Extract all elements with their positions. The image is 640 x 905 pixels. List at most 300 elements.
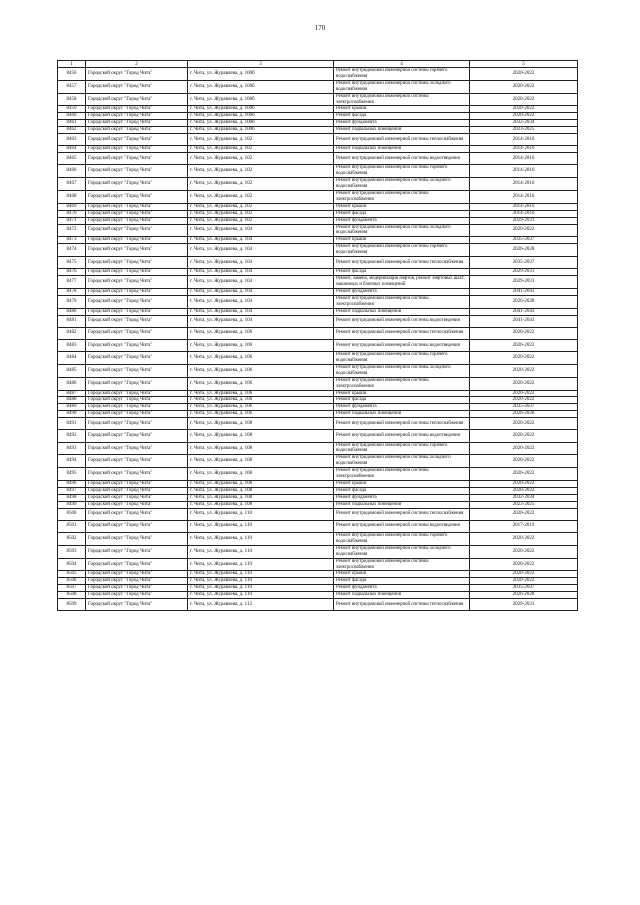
municipality-cell: Городской округ "Город Чита": [86, 68, 188, 81]
column-header: 3: [188, 61, 334, 68]
row-number-cell: 8488: [58, 397, 86, 404]
work-type-cell: Ремонт фундамента: [334, 404, 470, 411]
address-cell: г. Чита, ул. Журавлева, д. 110: [188, 558, 334, 571]
row-number-cell: 8464: [58, 146, 86, 153]
municipality-cell: Городской округ "Город Чита": [86, 390, 188, 397]
municipality-cell: Городской округ "Город Чита": [86, 190, 188, 203]
table-row: [58, 244, 578, 257]
address-cell: г. Чита, ул. Журавлева, д. 100б: [188, 113, 334, 120]
table-row: [58, 481, 578, 488]
row-number-cell: 8486: [58, 377, 86, 390]
table-row: [58, 545, 578, 558]
municipality-cell: Городской округ "Город Чита": [86, 153, 188, 165]
municipality-cell: Городской округ "Город Чита": [86, 442, 188, 455]
row-number-cell: 8500: [58, 508, 86, 520]
period-cell: 2020-2022: [470, 545, 578, 558]
municipality-cell: Городской округ "Город Чита": [86, 165, 188, 178]
row-number-cell: 8463: [58, 134, 86, 146]
period-cell: 2014-2016: [470, 178, 578, 191]
municipality-cell: Городской округ "Город Чита": [86, 418, 188, 430]
row-number-cell: 8468: [58, 190, 86, 203]
municipality-cell: Городской округ "Город Чита": [86, 269, 188, 276]
address-cell: г. Чита, ул. Журавлева, д. 104: [188, 315, 334, 327]
address-cell: г. Чита, ул. Журавлева, д. 100б: [188, 93, 334, 106]
work-type-cell: Ремонт внутридомовой инженерной системы теплоснабжения: [334, 599, 470, 611]
municipality-cell: Городской округ "Город Чита": [86, 127, 188, 134]
table-row: [58, 80, 578, 93]
row-number-cell: 8478: [58, 288, 86, 295]
work-type-cell: Ремонт внутридомовой инженерной системы электроснабжения: [334, 190, 470, 203]
period-cell: 2020-2022: [470, 93, 578, 106]
municipality-cell: Городской округ "Город Чита": [86, 508, 188, 520]
period-cell: 2020-2022: [470, 455, 578, 468]
table-row: [58, 203, 578, 210]
row-number-cell: 8472: [58, 224, 86, 237]
municipality-cell: Городской округ "Город Чита": [86, 178, 188, 191]
work-type-cell: Ремонт внутридомовой инженерной системы холодного водоснабжения: [334, 224, 470, 237]
period-cell: 2014-2016: [470, 165, 578, 178]
municipality-cell: Городской округ "Город Чита": [86, 257, 188, 269]
table-row: [58, 120, 578, 127]
period-cell: 2014-2016: [470, 190, 578, 203]
municipality-cell: Городской округ "Город Чита": [86, 411, 188, 418]
address-cell: г. Чита, ул. Журавлева, д. 108: [188, 501, 334, 508]
row-number-cell: 8482: [58, 327, 86, 339]
table-row: [58, 165, 578, 178]
row-number-cell: 8487: [58, 390, 86, 397]
period-cell: 2029-2031: [470, 276, 578, 289]
municipality-cell: Городской округ "Город Чита": [86, 585, 188, 592]
period-cell: 2020-2022: [470, 113, 578, 120]
municipality-cell: Городской округ "Город Чита": [86, 558, 188, 571]
table-row: [58, 295, 578, 308]
work-type-cell: Ремонт внутридомовой инженерной системы электроснабжения: [334, 295, 470, 308]
period-cell: 2026-2028: [470, 295, 578, 308]
page-number: 170: [314, 24, 326, 32]
table-row: [58, 106, 578, 113]
table-row: [58, 113, 578, 120]
row-number-cell: 8490: [58, 411, 86, 418]
period-cell: 2029-2031: [470, 217, 578, 224]
period-cell: 2035-2037: [470, 257, 578, 269]
period-cell: 2020-2022: [470, 80, 578, 93]
period-cell: 2035-2037: [470, 237, 578, 244]
period-cell: 2014-2016: [470, 203, 578, 210]
table-row: [58, 558, 578, 571]
period-cell: 2020-2022: [470, 468, 578, 481]
table-row: [58, 153, 578, 165]
work-type-cell: Ремонт фасада: [334, 487, 470, 494]
row-number-cell: 8471: [58, 217, 86, 224]
row-number-cell: 8475: [58, 257, 86, 269]
row-number-cell: 8502: [58, 533, 86, 546]
table-row: [58, 339, 578, 351]
row-number-cell: 8484: [58, 352, 86, 365]
address-cell: г. Чита, ул. Журавлева, д. 110: [188, 545, 334, 558]
address-cell: г. Чита, ул. Журавлева, д. 104: [188, 288, 334, 295]
address-cell: г. Чита, ул. Журавлева, д. 104: [188, 269, 334, 276]
table-row: [58, 308, 578, 315]
period-cell: 2026-2028: [470, 411, 578, 418]
work-type-cell: Ремонт фундамента: [334, 120, 470, 127]
row-number-cell: 8506: [58, 578, 86, 585]
address-cell: г. Чита, ул. Журавлева, д. 104: [188, 244, 334, 257]
period-cell: 2020-2022: [470, 533, 578, 546]
period-cell: 2014-2016: [470, 210, 578, 217]
work-type-cell: Ремонт внутридомовой инженерной системы водоотведения: [334, 430, 470, 442]
work-type-cell: Ремонт подвальных помещений: [334, 411, 470, 418]
municipality-cell: Городской округ "Город Чита": [86, 295, 188, 308]
table-row: [58, 390, 578, 397]
address-cell: г. Чита, ул. Журавлева, д. 102: [188, 178, 334, 191]
row-number-cell: 8507: [58, 585, 86, 592]
period-cell: 2014-2016: [470, 146, 578, 153]
address-cell: г. Чита, ул. Журавлева, д. 106: [188, 390, 334, 397]
table-row: [58, 127, 578, 134]
period-cell: 2020-2022: [470, 571, 578, 578]
work-type-cell: Ремонт внутридомовой инженерной системы водоотведения: [334, 315, 470, 327]
table-row: [58, 411, 578, 418]
header-row: [58, 61, 578, 68]
work-type-cell: Ремонт внутридомовой инженерной системы теплоснабжения: [334, 508, 470, 520]
address-cell: г. Чита, ул. Журавлева, д. 108: [188, 430, 334, 442]
period-cell: 2020-2022: [470, 224, 578, 237]
municipality-cell: Городской округ "Город Чита": [86, 571, 188, 578]
period-cell: 2020-2022: [470, 418, 578, 430]
work-type-cell: Ремонт фасада: [334, 210, 470, 217]
row-number-cell: 8496: [58, 481, 86, 488]
row-number-cell: 8493: [58, 442, 86, 455]
work-type-cell: Ремонт внутридомовой инженерной системы горячего водоснабжения: [334, 244, 470, 257]
period-cell: 2035-2037: [470, 404, 578, 411]
address-cell: г. Чита, ул. Журавлева, д. 100б: [188, 80, 334, 93]
work-type-cell: Ремонт внутридомовой инженерной системы горячего водоснабжения: [334, 533, 470, 546]
address-cell: г. Чита, ул. Журавлева, д. 102: [188, 217, 334, 224]
address-cell: г. Чита, ул. Журавлева, д. 108: [188, 481, 334, 488]
row-number-cell: 8477: [58, 276, 86, 289]
municipality-cell: Городской округ "Город Чита": [86, 404, 188, 411]
row-number-cell: 8467: [58, 178, 86, 191]
table-row: [58, 501, 578, 508]
work-type-cell: Ремонт подвальных помещений: [334, 146, 470, 153]
work-type-cell: Ремонт внутридомовой инженерной системы холодного водоснабжения: [334, 545, 470, 558]
table-row: [58, 455, 578, 468]
municipality-cell: Городской округ "Город Чита": [86, 494, 188, 501]
municipality-cell: Городской округ "Город Чита": [86, 545, 188, 558]
period-cell: 2014-2016: [470, 134, 578, 146]
row-number-cell: 8465: [58, 153, 86, 165]
table-row: [58, 468, 578, 481]
period-cell: 2029-2031: [470, 269, 578, 276]
work-type-cell: Ремонт внутридомовой инженерной системы теплоснабжения: [334, 418, 470, 430]
address-cell: г. Чита, ул. Журавлева, д. 106: [188, 352, 334, 365]
municipality-cell: Городской округ "Город Чита": [86, 113, 188, 120]
column-header: 2: [86, 61, 188, 68]
table-row: [58, 134, 578, 146]
municipality-cell: Городской округ "Город Чита": [86, 599, 188, 611]
table-row: [58, 494, 578, 501]
period-cell: 2020-2022: [470, 481, 578, 488]
row-number-cell: 8469: [58, 203, 86, 210]
address-cell: г. Чита, ул. Журавлева, д. 104: [188, 237, 334, 244]
period-cell: 2017-2019: [470, 520, 578, 532]
row-number-cell: 8509: [58, 599, 86, 611]
work-type-cell: Ремонт фундамента: [334, 585, 470, 592]
row-number-cell: 8457: [58, 80, 86, 93]
address-cell: г. Чита, ул. Журавлева, д. 110: [188, 592, 334, 599]
municipality-cell: Городской округ "Город Чита": [86, 315, 188, 327]
period-cell: 2041-2043: [470, 308, 578, 315]
work-type-cell: Ремонт внутридомовой инженерной системы теплоснабжения: [334, 327, 470, 339]
work-type-cell: Ремонт внутридомовой инженерной системы холодного водоснабжения: [334, 455, 470, 468]
table-row: [58, 257, 578, 269]
table-row: [58, 210, 578, 217]
period-cell: 2026-2028: [470, 244, 578, 257]
period-cell: 2020-2022: [470, 558, 578, 571]
period-cell: 2032-2034: [470, 120, 578, 127]
municipality-cell: Городской округ "Город Чита": [86, 481, 188, 488]
municipality-cell: Городской округ "Город Чита": [86, 146, 188, 153]
table-row: [58, 585, 578, 592]
table-row: [58, 520, 578, 532]
period-cell: 2023-2025: [470, 501, 578, 508]
work-type-cell: Ремонт подвальных помещений: [334, 501, 470, 508]
table-row: [58, 237, 578, 244]
address-cell: г. Чита, ул. Журавлева, д. 102: [188, 165, 334, 178]
row-number-cell: 8476: [58, 269, 86, 276]
row-number-cell: 8492: [58, 430, 86, 442]
table-row: [58, 442, 578, 455]
work-type-cell: Ремонт крыши: [334, 390, 470, 397]
address-cell: г. Чита, ул. Журавлева, д. 106: [188, 377, 334, 390]
period-cell: 2020-2022: [470, 430, 578, 442]
work-type-cell: Ремонт внутридомовой инженерной системы холодного водоснабжения: [334, 80, 470, 93]
table-row: [58, 93, 578, 106]
table-row: [58, 190, 578, 203]
address-cell: г. Чита, ул. Журавлева, д. 102: [188, 153, 334, 165]
row-number-cell: 8474: [58, 244, 86, 257]
work-type-cell: Ремонт подвальных помещений: [334, 127, 470, 134]
table-row: [58, 430, 578, 442]
work-type-cell: Ремонт внутридомовой инженерной системы горячего водоснабжения: [334, 352, 470, 365]
table-row: [58, 377, 578, 390]
period-cell: 2026-2028: [470, 592, 578, 599]
table-row: [58, 68, 578, 81]
address-cell: г. Чита, ул. Журавлева, д. 100б: [188, 127, 334, 134]
row-number-cell: 8501: [58, 520, 86, 532]
table-row: [58, 269, 578, 276]
table-row: [58, 315, 578, 327]
work-type-cell: Ремонт фасада: [334, 113, 470, 120]
table-row: [58, 508, 578, 520]
row-number-cell: 8459: [58, 106, 86, 113]
work-type-cell: Ремонт внутридомовой инженерной системы холодного водоснабжения: [334, 178, 470, 191]
row-number-cell: 8504: [58, 558, 86, 571]
row-number-cell: 8495: [58, 468, 86, 481]
work-type-cell: Ремонт внутридомовой инженерной системы электроснабжения: [334, 558, 470, 571]
table-body: [58, 68, 578, 611]
address-cell: г. Чита, ул. Журавлева, д. 108: [188, 418, 334, 430]
address-cell: г. Чита, ул. Журавлева, д. 102: [188, 210, 334, 217]
period-cell: 2020-2022: [470, 364, 578, 377]
address-cell: г. Чита, ул. Журавлева, д. 104: [188, 295, 334, 308]
period-cell: 2020-2022: [470, 327, 578, 339]
address-cell: г. Чита, ул. Журавлева, д. 108: [188, 487, 334, 494]
municipality-cell: Городской округ "Город Чита": [86, 327, 188, 339]
work-type-cell: Ремонт фасада: [334, 397, 470, 404]
address-cell: г. Чита, ул. Журавлева, д. 102: [188, 203, 334, 210]
municipality-cell: Городской округ "Город Чита": [86, 592, 188, 599]
table-row: [58, 364, 578, 377]
period-cell: 2020-2022: [470, 377, 578, 390]
work-type-cell: Ремонт, замена, модернизация лифтов, ремонт лифтовых шахт, машинных и блочных помещений: [334, 276, 470, 289]
address-cell: г. Чита, ул. Журавлева, д. 104: [188, 224, 334, 237]
municipality-cell: Городской округ "Город Чита": [86, 276, 188, 289]
table-row: [58, 533, 578, 546]
row-number-cell: 8489: [58, 404, 86, 411]
table-row: [58, 217, 578, 224]
address-cell: г. Чита, ул. Журавлева, д. 110: [188, 585, 334, 592]
municipality-cell: Городской округ "Город Чита": [86, 468, 188, 481]
period-cell: 2041-2043: [470, 288, 578, 295]
work-type-cell: Ремонт внутридомовой инженерной системы теплоснабжения: [334, 257, 470, 269]
address-cell: г. Чита, ул. Журавлева, д. 100б: [188, 68, 334, 81]
work-type-cell: Ремонт крыши: [334, 571, 470, 578]
address-cell: г. Чита, ул. Журавлева, д. 100б: [188, 106, 334, 113]
address-cell: г. Чита, ул. Журавлева, д. 110: [188, 578, 334, 585]
row-number-cell: 8485: [58, 364, 86, 377]
municipality-cell: Городской округ "Город Чита": [86, 533, 188, 546]
table-row: [58, 487, 578, 494]
municipality-cell: Городской округ "Город Чита": [86, 203, 188, 210]
column-header: 5: [470, 61, 578, 68]
work-type-cell: Ремонт внутридомовой инженерной системы водоотведения: [334, 153, 470, 165]
address-cell: г. Чита, ул. Журавлева, д. 102: [188, 146, 334, 153]
period-cell: 2020-2022: [470, 352, 578, 365]
row-number-cell: 8491: [58, 418, 86, 430]
row-number-cell: 8456: [58, 68, 86, 81]
address-cell: г. Чита, ул. Журавлева, д. 106: [188, 339, 334, 351]
address-cell: г. Чита, ул. Журавлева, д. 108: [188, 468, 334, 481]
period-cell: 2020-2022: [470, 442, 578, 455]
period-cell: 2020-2022: [470, 390, 578, 397]
municipality-cell: Городской округ "Город Чита": [86, 377, 188, 390]
table-row: [58, 397, 578, 404]
period-cell: 2023-2025: [470, 127, 578, 134]
address-cell: г. Чита, ул. Журавлева, д. 110: [188, 571, 334, 578]
row-number-cell: 8498: [58, 494, 86, 501]
municipality-cell: Городской округ "Город Чита": [86, 237, 188, 244]
municipality-cell: Городской округ "Город Чита": [86, 210, 188, 217]
row-number-cell: 8503: [58, 545, 86, 558]
work-type-cell: Ремонт подвальных помещений: [334, 592, 470, 599]
municipality-cell: Городской округ "Город Чита": [86, 120, 188, 127]
table-row: [58, 592, 578, 599]
address-cell: г. Чита, ул. Журавлева, д. 106: [188, 397, 334, 404]
table-row: [58, 178, 578, 191]
period-cell: 2020-2022: [470, 339, 578, 351]
municipality-cell: Городской округ "Город Чита": [86, 501, 188, 508]
address-cell: г. Чита, ул. Журавлева, д. 108: [188, 455, 334, 468]
row-number-cell: 8508: [58, 592, 86, 599]
address-cell: г. Чита, ул. Журавлева, д. 106: [188, 364, 334, 377]
period-cell: 2020-2022: [470, 397, 578, 404]
municipality-cell: Городской округ "Город Чита": [86, 80, 188, 93]
address-cell: г. Чита, ул. Журавлева, д. 110: [188, 533, 334, 546]
address-cell: г. Чита, ул. Журавлева, д. 106: [188, 404, 334, 411]
period-cell: 2014-2016: [470, 153, 578, 165]
work-type-cell: Ремонт внутридомовой инженерной системы горячего водоснабжения: [334, 165, 470, 178]
address-cell: г. Чита, ул. Журавлева, д. 108: [188, 494, 334, 501]
work-type-cell: Ремонт фундамента: [334, 494, 470, 501]
period-cell: 2020-2022: [470, 106, 578, 113]
row-number-cell: 8473: [58, 237, 86, 244]
period-cell: 2020-2022: [470, 578, 578, 585]
work-type-cell: Ремонт внутридомовой инженерной системы водоотведения: [334, 339, 470, 351]
municipality-cell: Городской округ "Город Чита": [86, 106, 188, 113]
municipality-cell: Городской округ "Город Чита": [86, 308, 188, 315]
column-header: 4: [334, 61, 470, 68]
work-type-cell: Ремонт внутридомовой инженерной системы электроснабжения: [334, 93, 470, 106]
work-type-cell: Ремонт фасада: [334, 578, 470, 585]
address-cell: г. Чита, ул. Журавлева, д. 110: [188, 520, 334, 532]
work-type-cell: Ремонт внутридомовой инженерной системы теплоснабжения: [334, 134, 470, 146]
municipality-cell: Городской округ "Город Чита": [86, 520, 188, 532]
period-cell: 2020-2022: [470, 508, 578, 520]
table-row: [58, 571, 578, 578]
address-cell: г. Чита, ул. Журавлева, д. 106: [188, 327, 334, 339]
municipality-cell: Городской округ "Город Чита": [86, 397, 188, 404]
row-number-cell: 8462: [58, 127, 86, 134]
table-row: [58, 578, 578, 585]
municipality-cell: Городской округ "Город Чита": [86, 339, 188, 351]
work-type-cell: Ремонт внутридомовой инженерной системы электроснабжения: [334, 377, 470, 390]
work-type-cell: Ремонт фасада: [334, 269, 470, 276]
row-number-cell: 8461: [58, 120, 86, 127]
municipality-cell: Городской округ "Город Чита": [86, 288, 188, 295]
address-cell: г. Чита, ул. Журавлева, д. 100б: [188, 120, 334, 127]
municipality-cell: Городской округ "Город Чита": [86, 134, 188, 146]
table-row: [58, 404, 578, 411]
work-type-cell: Ремонт внутридомовой инженерной системы холодного водоснабжения: [334, 364, 470, 377]
table-row: [58, 276, 578, 289]
address-cell: г. Чита, ул. Журавлева, д. 112: [188, 599, 334, 611]
work-type-cell: Ремонт фундамента: [334, 217, 470, 224]
address-cell: г. Чита, ул. Журавлева, д. 104: [188, 276, 334, 289]
row-number-cell: 8499: [58, 501, 86, 508]
table-row: [58, 352, 578, 365]
municipality-cell: Городской округ "Город Чита": [86, 224, 188, 237]
row-number-cell: 8497: [58, 487, 86, 494]
municipality-cell: Городской округ "Город Чита": [86, 352, 188, 365]
work-type-cell: Ремонт крыши: [334, 106, 470, 113]
period-cell: 2041-2043: [470, 315, 578, 327]
work-type-cell: Ремонт внутридомовой инженерной системы горячего водоснабжения: [334, 68, 470, 81]
work-type-cell: Ремонт подвальных помещений: [334, 308, 470, 315]
work-type-cell: Ремонт фундамента: [334, 288, 470, 295]
period-cell: 2029-2031: [470, 599, 578, 611]
table-row: [58, 224, 578, 237]
column-header: 1: [58, 61, 86, 68]
row-number-cell: 8483: [58, 339, 86, 351]
address-cell: г. Чита, ул. Журавлева, д. 104: [188, 308, 334, 315]
row-number-cell: 8494: [58, 455, 86, 468]
row-number-cell: 8505: [58, 571, 86, 578]
municipality-cell: Городской округ "Город Чита": [86, 364, 188, 377]
period-cell: 2020-2022: [470, 487, 578, 494]
row-number-cell: 8460: [58, 113, 86, 120]
capital-repair-table: [57, 60, 578, 611]
